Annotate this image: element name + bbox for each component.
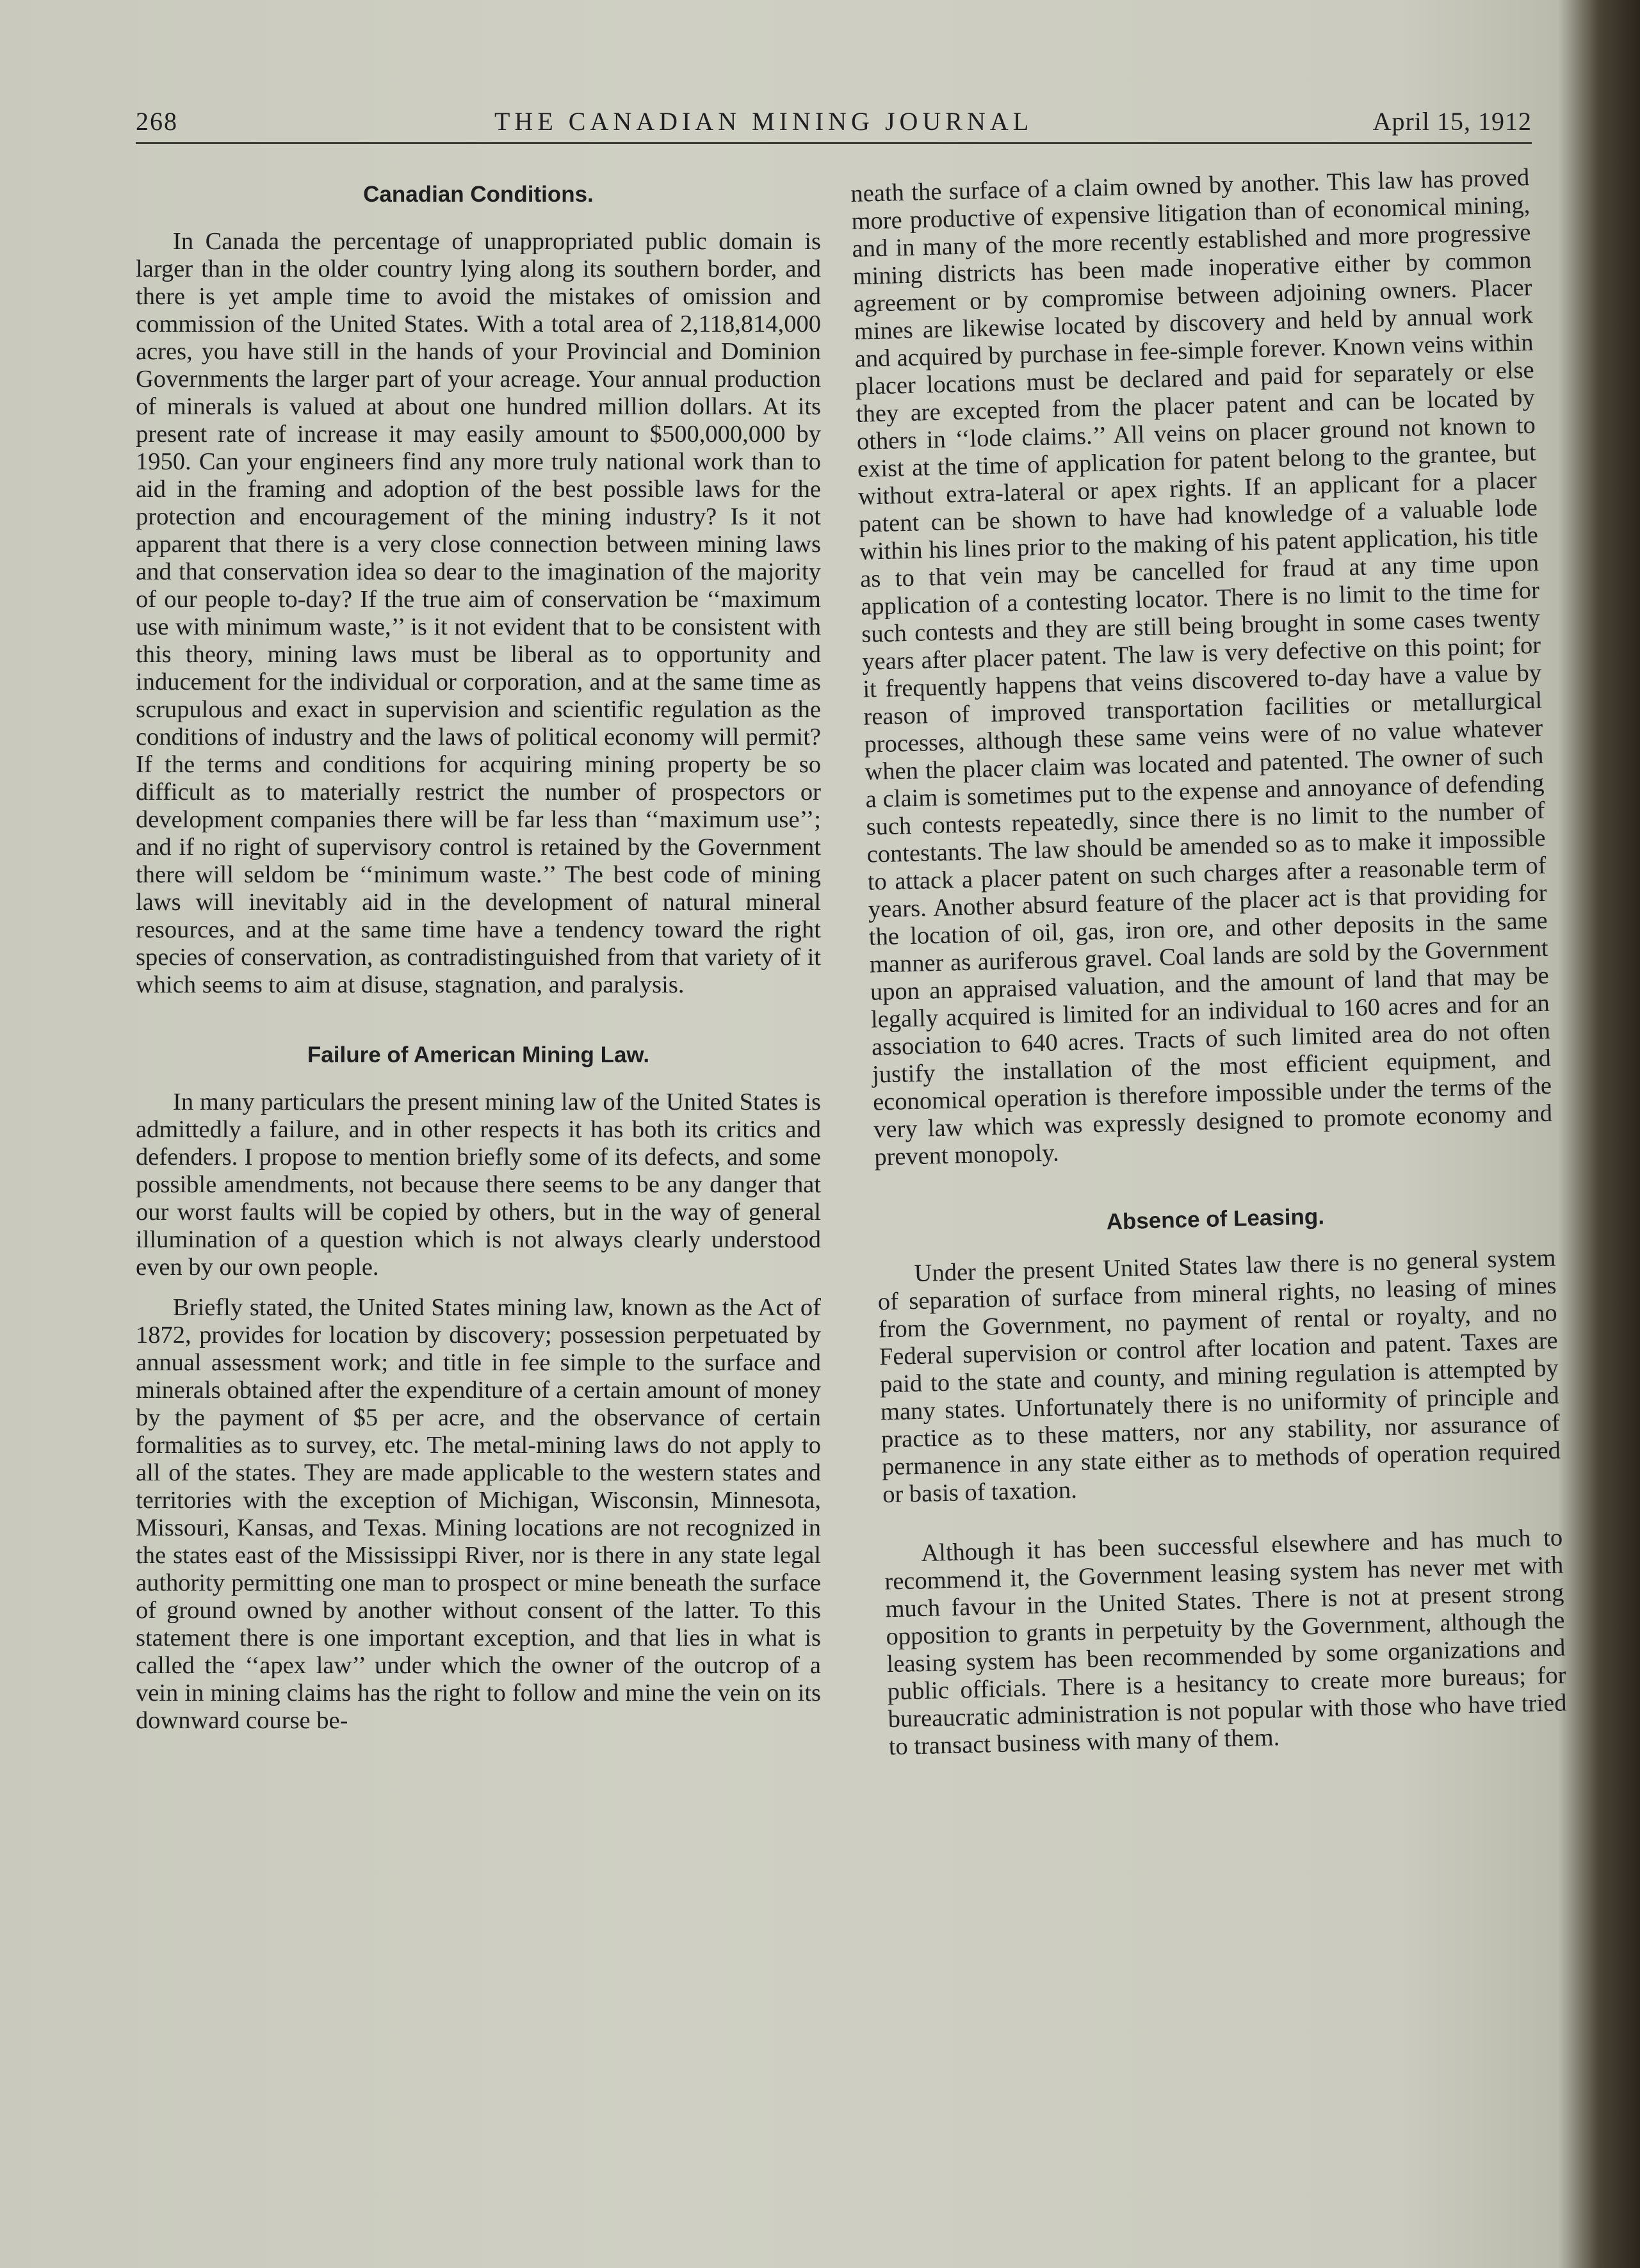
- paragraph: In many particulars the present mining law of the United States is admittedly a failure, and in other respects it has both its critics and defenders. I propose to mention briefly some of its defects, and some possible amendments, not because there seems to be any danger that our worst faults will be copied by others, but in the way of general illumination of a question which is not always clearly understood even by our own people.: [136, 1089, 821, 1281]
- header-rule: [136, 142, 1532, 144]
- issue-date: April 15, 1912: [1372, 107, 1532, 136]
- section-heading-absence-of-leasing: Absence of Leasing.: [1106, 1204, 1325, 1235]
- paragraph: Under the present United States law there is no general system of separation of surface from mineral rights, no leasing of mines from the Government, no payment of rental or royalty, and no Federal supervision or control after location and patent. Taxes are paid to the state and county, and mining regulation is attempted by many states. Unfortunately there is no uniformity of principle and practice as to these matters, nor any stability, nor assurance of permanence in any state either as to methods of operation required or basis of taxation.: [877, 1244, 1561, 1509]
- page-number: 268: [136, 107, 178, 136]
- section-heading-failure-of-american-mining-law: Failure of American Mining Law.: [307, 1042, 650, 1067]
- right-column: [850, 164, 1568, 1774]
- journal-title: THE CANADIAN MINING JOURNAL: [494, 107, 1034, 136]
- running-header: [136, 106, 1532, 151]
- paragraph: Although it has been successful elsewhere and has much to recommend it, the Government leasing system has never met with much favour in the United States. There is not at present strong opposition to grants in perpetuity by the Government, although the leasing system has been recommended by some organizations and public officials. There is a hesitancy to create more bureaus; for bureaucratic administration is not popular with those who have tried to transact business with many of them.: [884, 1524, 1567, 1761]
- section-spacer: [136, 1012, 821, 1041]
- paragraph: Briefly stated, the United States mining law, known as the Act of 1872, provides for location by discovery; possession perpetuated by annual assessment work; and title in fee simple to the surface and minerals obtained after the expenditure of a certain amount of money by the payment of $5 per acre, and the observance of certain formalities as to survey, etc. The metal-mining laws do not apply to all of the states. They are made applicable to the western states and territories with the exception of Michigan, Wisconsin, Minnesota, Missouri, Kansas, and Texas. Mining locations are not recognized in the states east of the Mississippi River, nor is there in any state legal authority permitting one man to prospect or mine beneath the surface of ground owned by another without consent of the latter. To this statement there is one important exception, and that lies in what is called the ‘‘apex law’’ under which the owner of the outcrop of a vein in mining claims has the right to follow and mine the vein on its downward course be-: [136, 1294, 821, 1734]
- section-heading-canadian-conditions: Canadian Conditions.: [363, 182, 594, 207]
- paragraph: In Canada the percentage of unappropriated public domain is larger than in the older country lying along its southern border, and there is yet ample time to avoid the mistakes of omission and commission of the United States. With a total area of 2,118,814,000 acres, you have still in the hands of your Provincial and Dominion Governments the larger part of your acreage. Your annual production of minerals is valued at about one hundred million dollars. At its present rate of increase it may easily amount to $500,000,000 by 1950. Can your engineers find any more truly national work than to aid in the framing and adoption of the best possible laws for the protection and encouragement of the mining industry? Is it not apparent that there is a very close connection between mining laws and that conservation idea so dear to the imagination of the majority of our people to-day? If the true aim of conservation be ‘‘maximum use with minimum waste,’’ is it not evident that to be consistent with this theory, mining laws must be liberal as to opportunity and inducement for the individual or corporation, and at the same time as scrupulous and exact in supervision and scientific regulation as the conditions of industry and the laws of political economy will permit? If the terms and conditions for acquiring mining property be so difficult as to materially restrict the number of prospectors or development companies there will be far less than ‘‘maximum use’’; and if no right of supervisory control is retained by the Government there will seldom be ‘‘minimum waste.’’ The best code of mining laws will inevitably aid in the development of natural mineral resources, and at the same time have a tendency toward the right species of conservation, as contradistinguished from that variety of it which seems to aim at disuse, stagnation, and paralysis.: [136, 228, 821, 998]
- left-column: [136, 181, 821, 1747]
- paragraph-continued: neath the surface of a claim owned by another. This law has proved more productive of expensive litigation than of economical mining, and in many of the more recently established and more progressive mining districts has been made inoperative either by common agreement or by compromise between adjoining owners. Placer mines are likewise located by discovery and held by annual work and acquired by purchase in fee-simple forever. Known veins within placer locations must be declared and paid for separately or else they are excepted from the placer patent and can be located by others in ‘‘lode claims.’’ All veins on placer ground not known to exist at the time of application for patent belong to the grantee, but without extra-lateral or apex rights. If an applicant for a placer patent can be shown to have had knowledge of a valuable lode within his lines prior to the making of his patent application, his title as to that vein may be cancelled for fraud at any time upon application of a contesting locator. There is no limit to the time for such contests and they are still being brought in some cases twenty years after placer patent. The law is very defective on this point; for it frequently happens that veins discovered to-day have a value by reason of improved transportation facilities or metallurgical processes, although these same veins were of no value whatever when the placer claim was located and patented. The owner of such a claim is sometimes put to the expense and annoyance of defending such contests repeatedly, since there is no limit to the number of contestants. The law should be amended so as to make it impossible to attack a placer patent on such charges after a reasonable term of years. Another absurd feature of the placer act is that providing for the location of oil, gas, iron ore, and other deposits in the same manner as auriferous gravel. Coal lands are sold by the Government upon an appraised valuation, and the amount of land that may be legally acquired is limited for an individual to 160 acres and for an association to 640 acres. Tracts of such limited area do not often justify the installation of the most efficient equipment, and economical operation is therefore impossible under the terms of the very law which was expressly designed to promote economy and prevent monopoly.: [850, 164, 1553, 1171]
